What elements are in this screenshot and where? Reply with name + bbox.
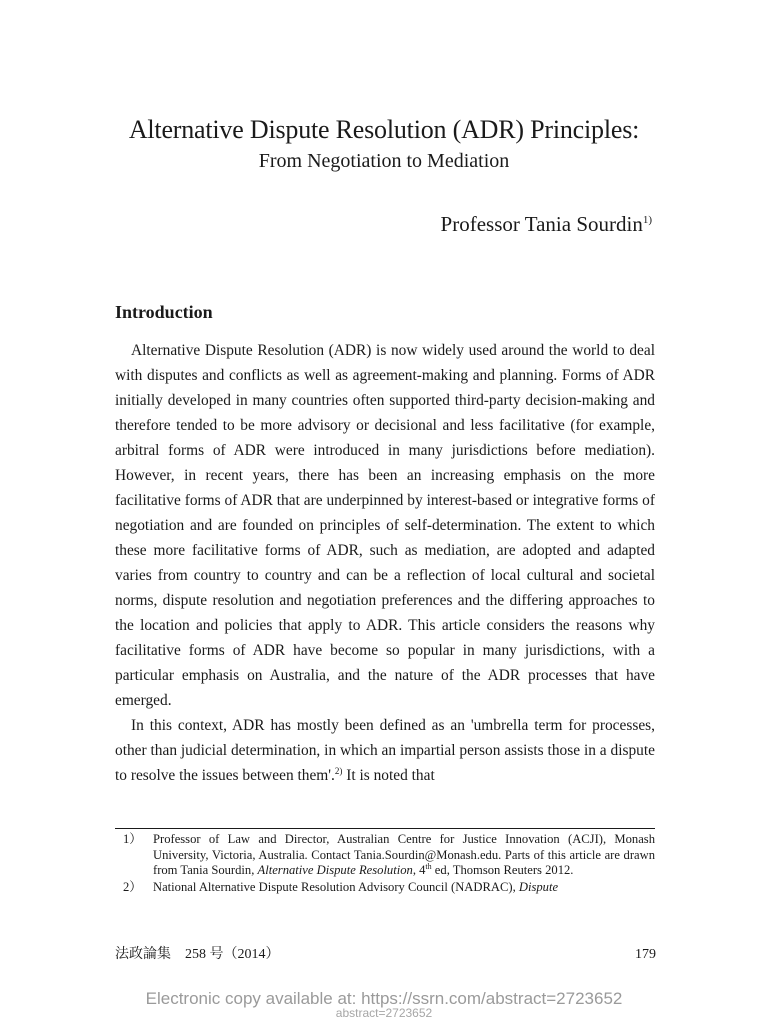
paragraph-2 (115, 713, 655, 788)
paper-title: Alternative Dispute Resolution (ADR) Principles: (128, 115, 640, 144)
author-footnote-ref: 1) (642, 214, 652, 226)
section-heading: Introduction (115, 302, 213, 322)
footnote-1 (123, 832, 655, 879)
paragraph-2-tail: It is noted that (342, 767, 435, 784)
paragraph-1: Alternative Dispute Resolution (ADR) is now widely used around the world to deal with disputes and conflicts as well as agreement-making and planning. Forms of ADR initially developed in many countries often supported third-party decision-making and therefore tended to be more advisory or decisional and less facilitative (for example, arbitral forms of ADR were introduced in many jurisdictions before mediation). However, in recent years, there has been an increasing emphasis on the more facilitative forms of ADR that are underpinned by interest-based or integrative forms of negotiation and are founded on principles of self-determination. The extent to which these more facilitative forms of ADR, such as mediation, are adopted and adapted varies from country to country and can be a reflection of local cultural and societal norms, dispute resolution and negotiation preferences and the differing approaches to the location and policies that apply to ADR. This article considers the reasons why facilitative forms of ADR have become so popular in many jurisdictions, with a particular emphasis on Australia, and the nature of the ADR processes that have emerged. (115, 342, 655, 709)
ssrn-watermark-overflow: abstract=2723652 (335, 1006, 433, 1020)
ssrn-watermark: Electronic copy available at: https://ssrn.com/abstract=2723652 (145, 989, 623, 1008)
author-line (441, 210, 652, 238)
footnote-1-part-a: Professor of Law and Director, Australian Centre for Justice Innovation (ACJI), Monash University, Victoria, Australia. Contact Tania.Sourdin@Monash.edu. Parts of this article are drawn from Tania Sourdin, (153, 832, 655, 877)
page-number: 179 (635, 947, 656, 962)
body-text (115, 338, 655, 788)
author-name: Professor Tania Sourdin (440, 212, 643, 236)
footnote-2-text (153, 880, 655, 896)
footnote-divider (115, 828, 655, 829)
footnote-2-part-a: National Alternative Dispute Resolution Advisory Council (NADRAC), (153, 879, 519, 894)
footnote-1-part-b: , 4 (412, 863, 426, 877)
footnote-2 (123, 880, 655, 896)
journal-citation: 法政論集 258 号（2014） (115, 947, 280, 962)
footnote-2-italic: Dispute (518, 879, 559, 894)
footnote-ref-2: 2) (334, 765, 343, 776)
paper-subtitle: From Negotiation to Mediation (258, 150, 510, 172)
footnote-1-part-c: ed, Thomson Reuters 2012. (431, 863, 574, 877)
footnote-1-book-title: Alternative Dispute Resolution (257, 863, 413, 877)
footnotes (123, 832, 655, 896)
paragraph-2-text: In this context, ADR has mostly been defined as an 'umbrella term for processes, other than judicial determination, in which an impartial person assists those in a dispute to resolve the issues between them'. (115, 717, 655, 784)
footnote-1-text (153, 832, 655, 879)
footnote-2-number: 2） (123, 879, 142, 894)
footnote-1-superscript: th (425, 861, 432, 871)
footnote-1-number: 1） (123, 832, 142, 846)
